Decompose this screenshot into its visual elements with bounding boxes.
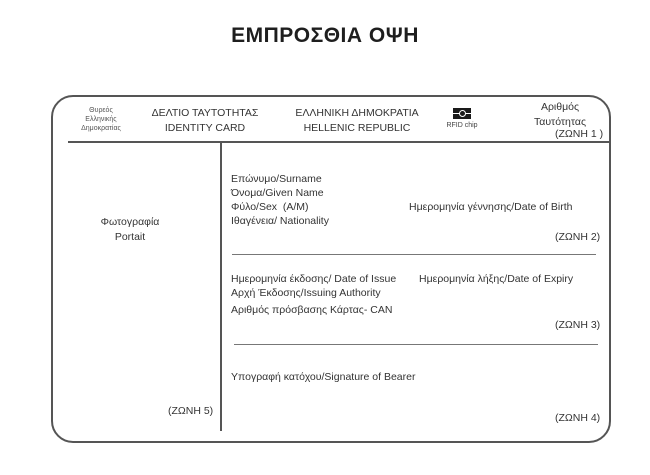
surname-field: Επώνυμο/Surname	[231, 173, 322, 185]
document-type-en: IDENTITY CARD	[164, 122, 246, 134]
photo-label-gr: Φωτογραφία	[100, 216, 160, 228]
rfid-chip-icon	[453, 108, 471, 119]
sex-field: Φύλο/Sex (Α/Μ)	[231, 201, 309, 213]
given-name-field: Όνομα/Given Name	[231, 187, 324, 199]
date-of-birth-field: Ημερομηνία γέννησης/Date of Birth	[409, 201, 573, 213]
nationality-field: Ιθαγένεια/ Nationality	[231, 215, 329, 227]
document-type	[142, 106, 268, 136]
coat-of-arms-line: Θυρεός	[89, 107, 113, 114]
photo-placeholder	[90, 215, 170, 245]
photo-label-en: Portait	[114, 231, 146, 243]
id-number-label	[520, 100, 600, 130]
zone2-separator	[232, 254, 596, 255]
photo-divider	[220, 142, 222, 431]
id-number-line: Αριθμός	[540, 101, 580, 113]
zone-3-label: (ΖΩΝΗ 3)	[555, 319, 601, 331]
issuing-state	[290, 106, 424, 136]
issuing-state-en: HELLENIC REPUBLIC	[303, 122, 411, 134]
id-number-line: Ταυτότητας	[533, 116, 587, 128]
issuing-authority-field: Αρχή Έκδοσης/Issuing Authority	[231, 287, 381, 299]
page-title: ΕΜΠΡΟΣΘΙΑ ΟΨΗ	[231, 24, 419, 47]
zone-1-label: (ΖΩΝΗ 1 )	[555, 128, 604, 140]
rfid-chip-label: RFID chip	[446, 122, 478, 129]
signature-field: Υπογραφή κατόχου/Signature of Bearer	[231, 371, 416, 383]
header-divider	[68, 141, 609, 143]
coat-of-arms-line: Δημοκρατίας	[81, 125, 121, 132]
issuing-state-gr: ΕΛΛΗΝΙΚΗ ΔΗΜΟΚΡΑΤΙΑ	[295, 107, 419, 119]
zone3-separator	[234, 344, 598, 345]
zone-2-label: (ΖΩΝΗ 2)	[555, 231, 601, 243]
coat-of-arms-line: Ελληνικής	[85, 116, 117, 123]
id-card-layout	[51, 95, 611, 443]
can-field: Αριθμός πρόσβασης Κάρτας- CAN	[231, 304, 393, 316]
coat-of-arms-label	[72, 106, 130, 133]
document-type-gr: ΔΕΛΤΙΟ ΤΑΥΤΟΤΗΤΑΣ	[151, 107, 259, 119]
zone-4-label: (ΖΩΝΗ 4)	[555, 412, 601, 424]
zone-5-label: (ΖΩΝΗ 5)	[168, 405, 214, 417]
date-of-expiry-field: Ημερομηνία λήξης/Date of Expiry	[419, 273, 574, 285]
date-of-issue-field: Ημερομηνία έκδοσης/ Date of Issue	[231, 273, 397, 285]
